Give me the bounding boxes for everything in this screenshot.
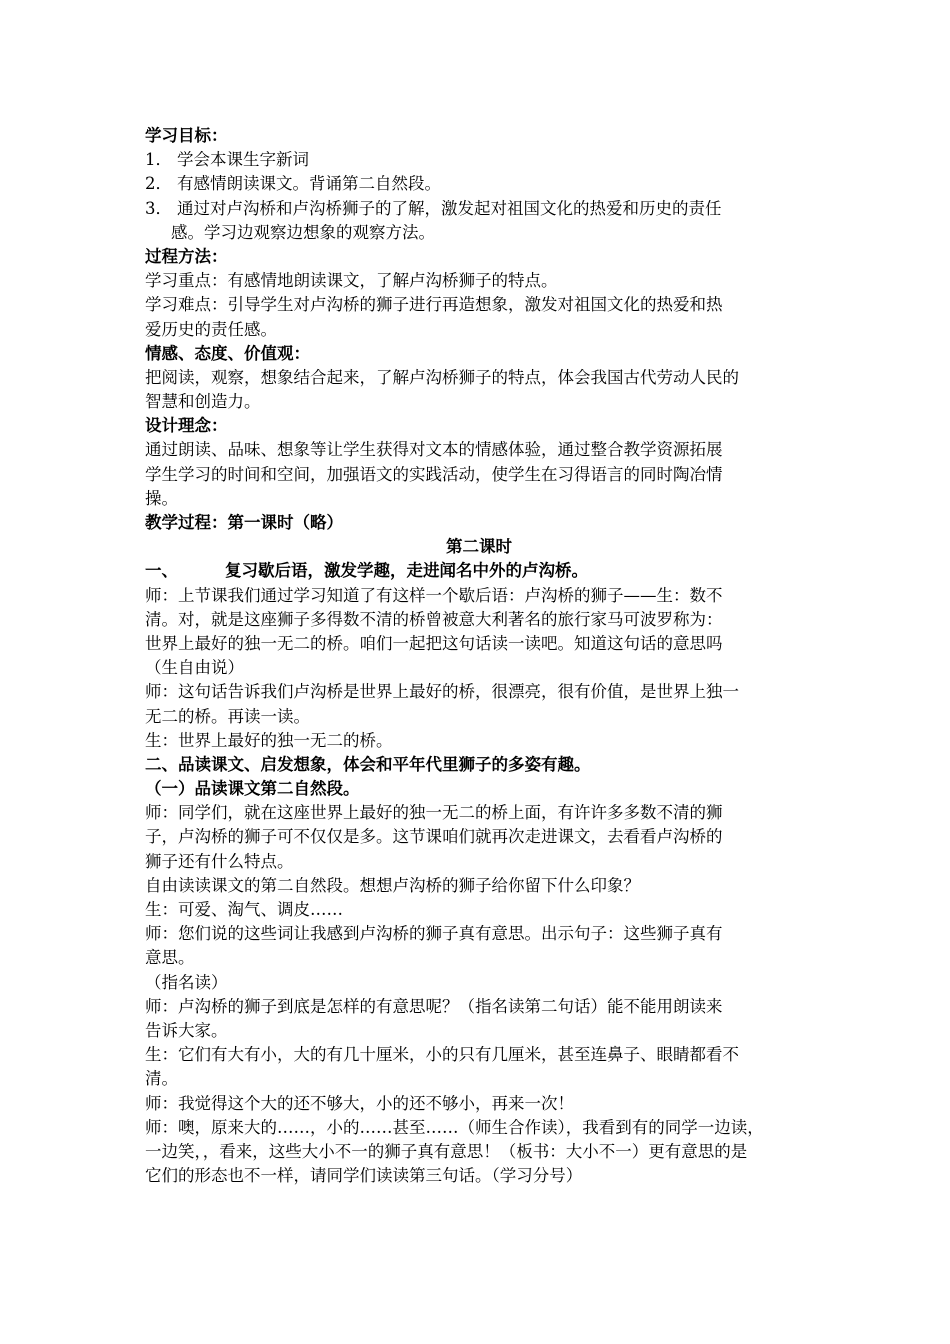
goal-number: 2． [145, 174, 172, 194]
dialogue-line: 告诉大家。 [145, 1020, 228, 1040]
heading-learning-goals: 学习目标： [145, 126, 228, 145]
goal-item-1 [145, 148, 813, 172]
dialogue-line: 清。对，就是这座狮子多得数不清的桥曾被意大利著名的旅行家马可波罗称为： [145, 609, 723, 629]
document-page [145, 124, 813, 1188]
dialogue-line: 它们的形态也不一样，请同学们读读第三句话。（学习分号） [145, 1166, 583, 1186]
lesson-two-title: 第二课时 [446, 537, 512, 557]
dialogue-line: 师：噢，原来大的……，小的……甚至……（师生合作读），我看到有的同学一边读， [145, 1117, 764, 1137]
learning-focus: 学习重点：有感情地朗读课文，了解卢沟桥狮子的特点。 [145, 271, 558, 291]
goal-item-2 [145, 172, 813, 196]
dialogue-line: （生自由说） [145, 658, 244, 678]
goal-text: 有感情朗读课文。背诵第二自然段。 [177, 174, 441, 194]
goal-number: 1． [145, 150, 172, 170]
dialogue-line: 清。 [145, 1069, 178, 1089]
dialogue-line: （指名读） [145, 972, 228, 992]
dialogue-line: 自由读读课文的第二自然段。想想卢沟桥的狮子给你留下什么印象？ [145, 875, 640, 895]
dialogue-line: 师：我觉得这个大的还不够大，小的还不够小，再来一次！ [145, 1093, 574, 1113]
section-number: 一、 [145, 561, 178, 581]
dialogue-line: 世界上最好的独一无二的桥。咱们一起把这句话读一读吧。知道这句话的意思吗 [145, 633, 723, 653]
section-one-heading [145, 559, 813, 583]
dialogue-line: 生：可爱、淘气、调皮…… [145, 900, 343, 919]
values-line-2: 智慧和创造力。 [145, 392, 261, 412]
dialogue-line: 子，卢沟桥的狮子可不仅仅是多。这节课咱们就再次走进课文，去看看卢沟桥的 [145, 827, 723, 847]
dialogue-line: 师：同学们，就在这座世界上最好的独一无二的桥上面，有许许多多数不清的狮 [145, 803, 723, 823]
dialogue-line: 师：这句话告诉我们卢沟桥是世界上最好的桥，很漂亮，很有价值，是世界上独一 [145, 682, 739, 702]
goal-item-3 [145, 197, 813, 221]
section-title: 复习歇后语，激发学趣，走进闻名中外的卢沟桥。 [225, 561, 588, 581]
learning-difficulty-line-2: 爱历史的责任感。 [145, 319, 277, 339]
section-two-heading: 二、品读课文、启发想象，体会和平年代里狮子的多姿有趣。 [145, 754, 591, 774]
dialogue-line: 师：上节课我们通过学习知道了有这样一个歇后语：卢沟桥的狮子——生：数不 [145, 585, 723, 605]
dialogue-line: 生：它们有大有小，大的有几十厘米，小的只有几厘米，甚至连鼻子、眼睛都看不 [145, 1045, 739, 1065]
values-line-1: 把阅读，观察，想象结合起来，了解卢沟桥狮子的特点，体会我国古代劳动人民的 [145, 367, 739, 387]
dialogue-line: 师：您们说的这些词让我感到卢沟桥的狮子真有意思。出示句子：这些狮子真有 [145, 924, 723, 944]
goal-text: 学会本课生字新词 [177, 150, 309, 170]
heading-values: 情感、态度、价值观： [145, 343, 310, 363]
heading-design-concept: 设计理念： [145, 416, 228, 436]
goal-number: 3． [145, 198, 172, 218]
concept-line-2: 学生学习的时间和空间，加强语文的实践活动，使学生在习得语言的同时陶冶情 [145, 464, 723, 484]
dialogue-line: 无二的桥。再读一读。 [145, 706, 310, 726]
heading-teaching-process: 教学过程：第一课时（略） [145, 513, 343, 532]
goal-item-3-continuation: 感。学习边观察边想象的观察方法。 [171, 222, 435, 242]
dialogue-line: 意思。 [145, 948, 195, 968]
learning-difficulty-line-1: 学习难点：引导学生对卢沟桥的狮子进行再造想象，激发对祖国文化的热爱和热 [145, 295, 723, 315]
heading-process-method: 过程方法： [145, 246, 228, 266]
subsection-heading: （一）品读课文第二自然段。 [145, 779, 360, 799]
dialogue-line: 一边笑，，看来，这些大小不一的狮子真有意思！（板书：大小不一）更有意思的是 [145, 1141, 748, 1161]
goal-text: 通过对卢沟桥和卢沟桥狮子的了解，激发起对祖国文化的热爱和历史的责任 [177, 198, 722, 218]
dialogue-line: 生：世界上最好的独一无二的桥。 [145, 730, 393, 750]
concept-line-3: 操。 [145, 488, 178, 508]
dialogue-line: 狮子还有什么特点。 [145, 851, 294, 871]
concept-line-1: 通过朗读、品味、想象等让学生获得对文本的情感体验，通过整合教学资源拓展 [145, 440, 723, 460]
dialogue-line: 师：卢沟桥的狮子到底是怎样的有意思呢？（指名读第二句话）能不能用朗读来 [145, 996, 723, 1016]
